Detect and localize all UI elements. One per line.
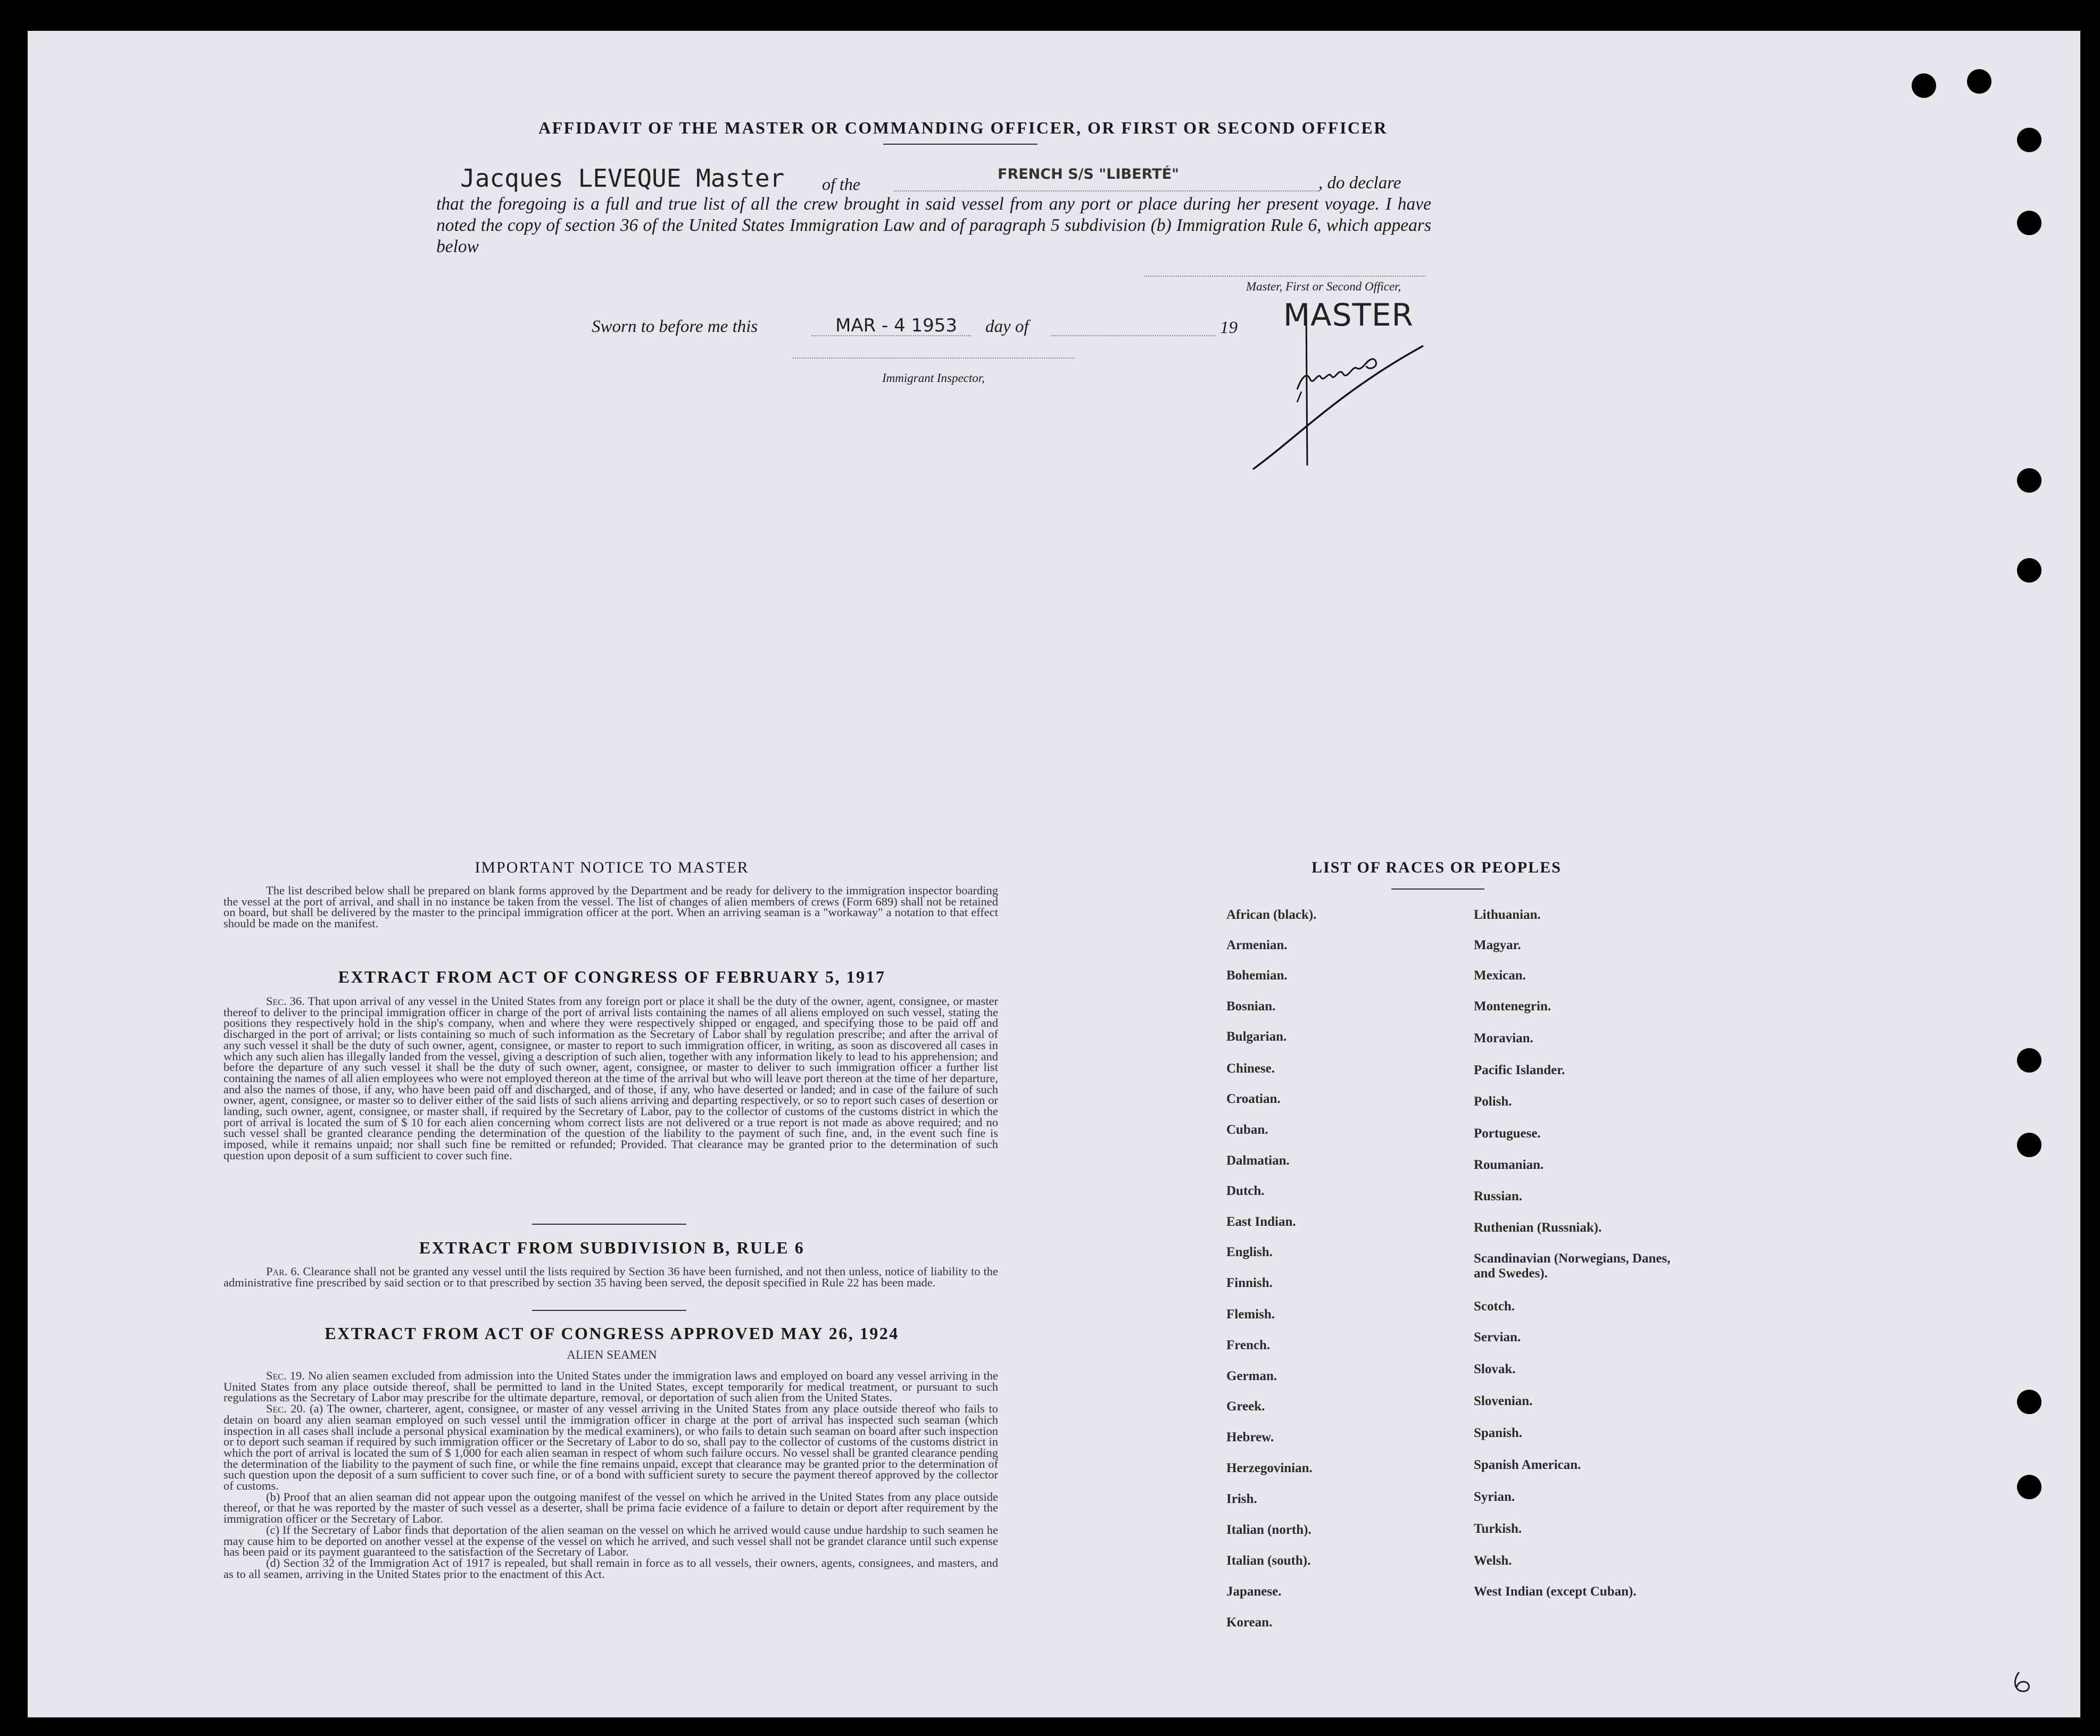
master-name: Jacques LEVEQUE Master xyxy=(460,164,785,193)
race-item: Greek. xyxy=(1226,1399,1265,1414)
month-line xyxy=(1051,335,1216,336)
sec-19-text: No alien seamen excluded from admission into the United States under the immigration laws and employed on board any vessel arriving in the United States from any place outside thereof, shall be permitted to land in the United States, except temporarily for medical treatment, or pursuant to such regulations as the Secretary of Labor may prescribe for the ultimate departure, removal, or deportation of such alien from the United States. xyxy=(223,1369,998,1405)
notice-paragraph: The list described below shall be prepared on blank forms approved by the Department and be ready for delivery to the immigration inspector boarding the vessel at the port of arrival, and shall in no instance be taken from the vessel. The list of changes of alien members of crews (Form 689) shall not be retained on board, but shall be delivered by the master to the principal immigration officer at the port. When an arriving seaman is a "workaway" a notation to that effect should be made on the manifest. xyxy=(223,884,998,931)
punch-hole xyxy=(2017,128,2041,152)
par-6-text: Clearance shall not be granted any vessel until the lists required by Section 36 have been furnished, and not then unless, notice of liability to the administrative fine prescribed by said section or to that prescribed by section 35 having been served, the deposit specified in Rule 22 has been made. xyxy=(223,1265,998,1289)
race-item: West Indian (except Cuban). xyxy=(1474,1584,1637,1599)
punch-hole xyxy=(2017,1475,2041,1499)
race-item: Russian. xyxy=(1474,1189,1523,1203)
race-item: Armenian. xyxy=(1226,938,1288,952)
extract-1924-heading: EXTRACT FROM ACT OF CONGRESS APPROVED MAY 26, 1924 xyxy=(325,1324,899,1343)
punch-hole xyxy=(2017,468,2041,493)
race-item: Hebrew. xyxy=(1226,1430,1274,1444)
divider xyxy=(532,1310,686,1311)
do-declare-label: , do declare xyxy=(1318,173,1401,193)
race-item: Spanish. xyxy=(1474,1426,1523,1440)
race-item: Moravian. xyxy=(1474,1031,1533,1045)
sec-36-text: That upon arrival of any vessel in the United States from any foreign port or place it shall be the duty of the owner, agent, consignee, or master thereof to deliver to the principal immigration officer in charge of the port of arrival lists containing the names of all aliens employed on such vessel, stating the positions they respectively hold in the ship's company, when and where they were respectively shipped or engaged, and specifying those to be paid off and discharged in the port of arrival; or lists containing so much of such information as the Secretary of Labor shall by regulation prescribe; and after the arrival of any such vessel it shall be the duty of such owner, agent, consignee, or master to report to such immigration officer, in writing, as soon as discovered all cases in which any such alien has illegally landed from the vessel, giving a description of such alien, together with any information likely to lead to his apprehension; and before the departure of any such vessel it shall be the duty of such owner, agent, consignee, or master to deliver to such immigration officer a further list containing the names of all alien employees who were not employed thereon at the time of the arrival but who will leave port thereon at the time of her departure, and also the names of those, if any, who have been paid off and discharged, and of those, if any, who have deserted or landed; and in case of the failure of such owner, agent, consignee, or master so to deliver either of the said lists of such aliens arriving and departing respectively, or so to report such cases of desertion or landing, such owner, agent, consignee, or master shall, if required by the Secretary of Labor, pay to the collector of customs of the customs district in which the port of arrival is located the sum of $ 10 for each alien concerning whom correct lists are not delivered or a true report is not made as above required; and no such vessel shall be granted clearance pending the determination of the question of the liability to the payment of such fine, and, in the event such fine is imposed, while it remains unpaid; nor shall such fine be remitted or refunded; Provided. That clearance may be granted prior to the determination of such question upon deposit of a sum sufficient to cover such fine. xyxy=(223,994,998,1162)
race-item: Finnish. xyxy=(1226,1276,1273,1290)
races-heading-underline xyxy=(1391,888,1484,890)
race-item: Ruthenian (Russniak). xyxy=(1474,1220,1602,1235)
divider xyxy=(532,1224,686,1225)
inspector-caption: Immigrant Inspector, xyxy=(882,371,985,385)
race-item: Bulgarian. xyxy=(1226,1029,1287,1044)
race-item: Polish. xyxy=(1474,1094,1512,1109)
races-heading: LIST OF RACES OR PEOPLES xyxy=(1312,859,1562,876)
vessel-line xyxy=(894,190,1319,192)
par-6-label: Par. 6. xyxy=(266,1265,300,1278)
punch-hole xyxy=(2017,211,2041,235)
inspector-signature-line xyxy=(793,358,1075,359)
race-item: Japanese. xyxy=(1226,1584,1282,1599)
sec-36-label: Sec. 36. xyxy=(266,994,305,1008)
punch-hole xyxy=(2017,1133,2041,1157)
race-item: Dutch. xyxy=(1226,1184,1265,1198)
race-item: Servian. xyxy=(1474,1330,1521,1344)
race-item: East Indian. xyxy=(1226,1215,1296,1229)
extract-1917-heading: EXTRACT FROM ACT OF CONGRESS OF FEBRUARY 5, 1917 xyxy=(338,967,886,986)
alien-seamen-subheading: ALIEN SEAMEN xyxy=(567,1348,657,1361)
handwritten-signature xyxy=(1240,298,1431,479)
race-item: Pacific Islander. xyxy=(1474,1063,1565,1077)
race-item: Turkish. xyxy=(1474,1522,1522,1536)
race-item: Welsh. xyxy=(1474,1554,1512,1568)
race-item: Scandinavian (Norwegians, Danes, and Swedes). xyxy=(1474,1251,1671,1281)
sec-20-label: Sec. 20. xyxy=(266,1402,306,1416)
race-item: Slovak. xyxy=(1474,1362,1516,1376)
race-item: Slovenian. xyxy=(1474,1394,1533,1408)
race-item: Lithuanian. xyxy=(1474,908,1541,922)
race-item: Spanish American. xyxy=(1474,1458,1581,1472)
race-item: Mexican. xyxy=(1474,968,1526,983)
sec-20c-text: (c) If the Secretary of Labor finds that deportation of the alien seaman on the vessel on which he arrived would cause undue hardship to such seamen he may cause him to be deported on another vessel at the expense of the vessel on which he arrived, and such vessel shall not be grandet clarance until such expense has been paid or its payment guaranteed to the satisfaction of the Secretary of Labor. xyxy=(223,1523,998,1559)
vessel-name: FRENCH S/S "LIBERTÉ" xyxy=(998,166,1180,182)
sworn-label: Sworn to before me this xyxy=(592,317,758,336)
race-item: Italian (north). xyxy=(1226,1523,1312,1537)
race-item: Roumanian. xyxy=(1474,1158,1544,1172)
page-number-mark xyxy=(2008,1668,2040,1697)
subdivision-heading: EXTRACT FROM SUBDIVISION B, RULE 6 xyxy=(419,1238,805,1257)
officer-signature-line xyxy=(1144,276,1426,277)
race-item: Chinese. xyxy=(1226,1061,1275,1076)
race-item: Syrian. xyxy=(1474,1490,1515,1504)
race-item: English. xyxy=(1226,1245,1273,1259)
sec-20b-text: (b) Proof that an alien seaman did not appear upon the outgoing manifest of the vessel on which he arrived in the United States from any place outside thereof, or that he was reported by the master of such vessel as a deserter, shall be prima facie evidence of a failure to detain or deport after requirement by the immigration officer or the Secretary of Labor. xyxy=(223,1490,998,1526)
punch-hole xyxy=(2017,558,2041,583)
race-item: Korean. xyxy=(1226,1615,1273,1630)
sec-20d-text: (d) Section 32 of the Immigration Act of 1917 is repealed, but shall remain in force as to all vessels, their owners, agents, consignees, and masters, and as to all seamen, arriving in the United States prior to the enactment of this Act. xyxy=(223,1556,998,1581)
race-item: Magyar. xyxy=(1474,938,1521,952)
year-prefix: 19 xyxy=(1220,318,1238,337)
affidavit-heading: AFFIDAVIT OF THE MASTER OR COMMANDING OFFICER, OR FIRST OR SECOND OFFICER xyxy=(538,118,1388,137)
race-item: Bohemian. xyxy=(1226,968,1288,983)
sec-20a-text: (a) The owner, charterer, agent, consignee, or master of any vessel arriving in the United States from any place outside thereof who fails to detain on board any alien seaman employed on such vessel until the immigration officer in charge at the port of arrival has inspected such seaman (which inspection in all cases shall include a personal physical examination by the medical examiners), or who fails to detain such seaman on board after such inspection or to deport such seaman if required by such immigration officer or the Secretary of Labor to do so, shall pay to the collector of customs of the customs district in which the port of arrival is located the sum of $ 1,000 for each alien seaman in respect of whom such failure occurs. No vessel shall be granted clearance pending the determination of the liability to the payment of such fine, or while the fine remains unpaid, except that clearance may be granted prior to the determination of such question upon the deposit of a sum sufficient to cover such fine, or of a bond with sufficient surety to secure the payment thereof approved by the collector of customs. xyxy=(223,1402,998,1493)
subdivision-text xyxy=(223,1266,998,1288)
race-item: Portuguese. xyxy=(1474,1126,1541,1141)
race-item: Herzegovinian. xyxy=(1226,1461,1313,1475)
race-item: Cuban. xyxy=(1226,1123,1268,1137)
punch-hole xyxy=(2017,1048,2041,1073)
race-item: Flemish. xyxy=(1226,1307,1275,1322)
day-of-label: day of xyxy=(985,317,1029,336)
race-item: Montenegrin. xyxy=(1474,999,1551,1014)
race-item: Scotch. xyxy=(1474,1299,1515,1314)
punch-hole xyxy=(2017,1390,2041,1414)
extract-1917-text xyxy=(223,996,998,1161)
race-item: Italian (south). xyxy=(1226,1554,1311,1568)
punch-hole xyxy=(1912,73,1936,98)
heading-underline xyxy=(883,144,1037,145)
punch-hole xyxy=(1967,69,1991,94)
sec-19-label: Sec. 19. xyxy=(266,1369,305,1382)
officer-caption: Master, First or Second Officer, xyxy=(1246,280,1401,293)
sworn-date-stamp: MAR - 4 1953 xyxy=(835,315,958,336)
affidavit-body: that the foregoing is a full and true list of all the crew brought in said vessel from any port or place during her present voyage. I have noted the copy of section 36 of the United States Immigration Law and of paragraph 5 subdivision (b) Immigration Rule 6, which appears below xyxy=(436,194,1431,256)
race-item: French. xyxy=(1226,1338,1271,1352)
race-item: Irish. xyxy=(1226,1492,1257,1506)
master-stamp: MASTER xyxy=(1283,297,1414,333)
race-item: Croatian. xyxy=(1226,1092,1281,1106)
notice-heading: IMPORTANT NOTICE TO MASTER xyxy=(475,859,749,876)
extract-1924-text xyxy=(223,1370,998,1580)
race-item: African (black). xyxy=(1226,908,1317,922)
race-item: German. xyxy=(1226,1369,1277,1383)
notice-text xyxy=(223,885,998,929)
race-item: Dalmatian. xyxy=(1226,1153,1290,1168)
race-item: Bosnian. xyxy=(1226,999,1276,1014)
of-the-label: of the xyxy=(822,175,860,194)
